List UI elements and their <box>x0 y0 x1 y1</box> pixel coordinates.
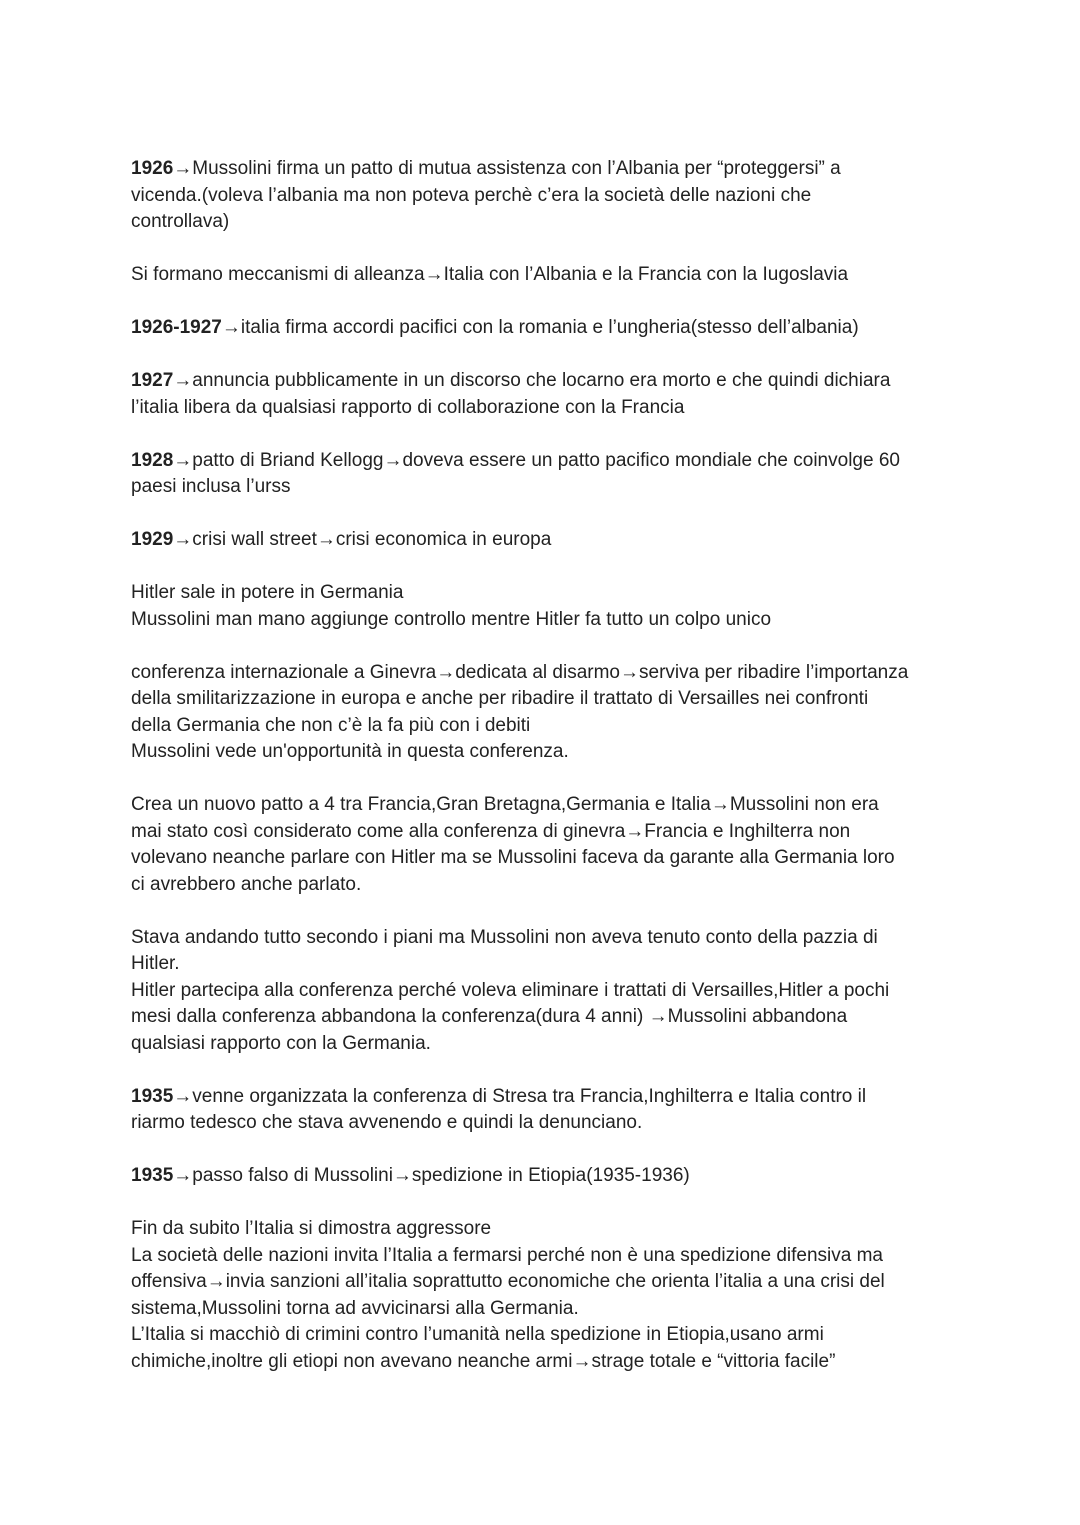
line-text: →Mussolini firma un patto di mutua assistenza con l’Albania per “proteggersi” a <box>173 158 841 179</box>
paragraph-1927 <box>131 368 961 421</box>
text-line: Fin da subito l’Italia si dimostra aggressore <box>131 1218 492 1239</box>
text-line: Mussolini man mano aggiunge controllo mentre Hitler fa tutto un colpo unico <box>131 608 772 630</box>
text-line: Hitler. <box>131 953 180 974</box>
text-line: Si formano meccanismi di alleanza→Italia con l’Albania e la Francia con la Iugoslavia <box>131 264 849 285</box>
text-line: riarmo tedesco che stava avvenendo e quindi la denunciano. <box>131 1112 643 1133</box>
text-line <box>131 1084 961 1111</box>
paragraph-1935-stresa <box>131 1084 961 1137</box>
paragraph-alliances <box>131 262 961 289</box>
text-line: chimiche,inoltre gli etiopi non avevano neanche armi→strage totale e “vittoria facile” <box>131 1350 836 1372</box>
line-text: →patto di Briand Kellogg→doveva essere un patto pacifico mondiale che coinvolge 60 <box>173 449 900 471</box>
text-line: l’italia libera da qualsiasi rapporto di collaborazione con la Francia <box>131 396 685 418</box>
paragraph-hitler-rise <box>131 580 961 633</box>
paragraph-1926-albania <box>131 156 961 236</box>
paragraph-geneva-conference <box>131 660 961 766</box>
document-page <box>131 156 961 1402</box>
paragraph-four-power-pact <box>131 792 961 898</box>
text-line <box>131 368 961 395</box>
text-line: Crea un nuovo patto a 4 tra Francia,Gran Bretagna,Germania e Italia→Mussolini non era <box>131 794 879 815</box>
line-text: →passo falso di Mussolini→spedizione in Etiopia(1935-1936) <box>173 1165 690 1186</box>
text-line: conferenza internazionale a Ginevra→dedicata al disarmo→serviva per ribadire l’importanza <box>131 661 909 683</box>
year-label: 1926 <box>131 158 174 179</box>
text-line: vicenda.(voleva l’albania ma non poteva perchè c’era la società delle nazioni che <box>131 184 812 206</box>
year-label: 1927 <box>131 370 174 391</box>
year-label: 1929 <box>131 529 174 550</box>
text-line: L’Italia si macchiò di crimini contro l’umanità nella spedizione in Etiopia,usano armi <box>131 1324 824 1345</box>
year-label: 1926-1927 <box>131 317 222 338</box>
text-line: Hitler sale in potere in Germania <box>131 582 404 603</box>
text-line: Hitler partecipa alla conferenza perché voleva eliminare i trattati di Versailles,Hitler a pochi <box>131 979 890 1001</box>
text-line: La società delle nazioni invita l’Italia a fermarsi perché non è una spedizione difensiva ma <box>131 1244 883 1266</box>
text-line: sistema,Mussolini torna ad avvicinarsi alla Germania. <box>131 1297 579 1319</box>
text-line: della Germania che non c’è la fa più con i debiti <box>131 714 531 736</box>
line-text: →annuncia pubblicamente in un discorso che locarno era morto e che quindi dichiara <box>173 370 891 391</box>
text-line: controllava) <box>131 211 230 232</box>
year-label: 1935 <box>131 1165 174 1186</box>
paragraph-italy-aggressor <box>131 1216 961 1375</box>
line-text: →italia firma accordi pacifici con la romania e l’ungheria(stesso dell’albania) <box>221 317 859 338</box>
year-label: 1935 <box>131 1085 174 1107</box>
text-line: paesi inclusa l’urss <box>131 476 291 497</box>
text-line <box>131 448 961 475</box>
paragraph-1928 <box>131 448 961 501</box>
text-line: della smilitarizzazione in europa e anche per ribadire il trattato di Versailles nei confronti <box>131 688 869 709</box>
text-line: ci avrebbero anche parlato. <box>131 873 362 895</box>
text-line: offensiva→invia sanzioni all’italia soprattutto economiche che orienta l’italia a una crisi del <box>131 1271 885 1292</box>
text-line: Mussolini vede un'opportunità in questa conferenza. <box>131 741 569 762</box>
text-line: mesi dalla conferenza abbandona la conferenza(dura 4 anni) →Mussolini abbandona <box>131 1006 848 1027</box>
paragraph-1929 <box>131 527 961 554</box>
text-line <box>131 527 961 554</box>
year-label: 1928 <box>131 449 174 471</box>
text-line <box>131 156 961 183</box>
text-line <box>131 1163 961 1190</box>
line-text: →crisi wall street→crisi economica in europa <box>173 529 552 550</box>
text-line: volevano neanche parlare con Hitler ma se Mussolini faceva da garante alla Germania loro <box>131 847 895 868</box>
text-line <box>131 315 961 342</box>
text-line: Stava andando tutto secondo i piani ma Mussolini non aveva tenuto conto della pazzia di <box>131 926 878 948</box>
paragraph-1935-ethiopia <box>131 1163 961 1190</box>
line-text: →venne organizzata la conferenza di Stresa tra Francia,Inghilterra e Italia contro il <box>173 1085 867 1107</box>
text-line: mai stato così considerato come alla conferenza di ginevra→Francia e Inghilterra non <box>131 820 851 842</box>
text-line: qualsiasi rapporto con la Germania. <box>131 1032 431 1054</box>
paragraph-hitler-madness <box>131 925 961 1058</box>
paragraph-1926-1927 <box>131 315 961 342</box>
